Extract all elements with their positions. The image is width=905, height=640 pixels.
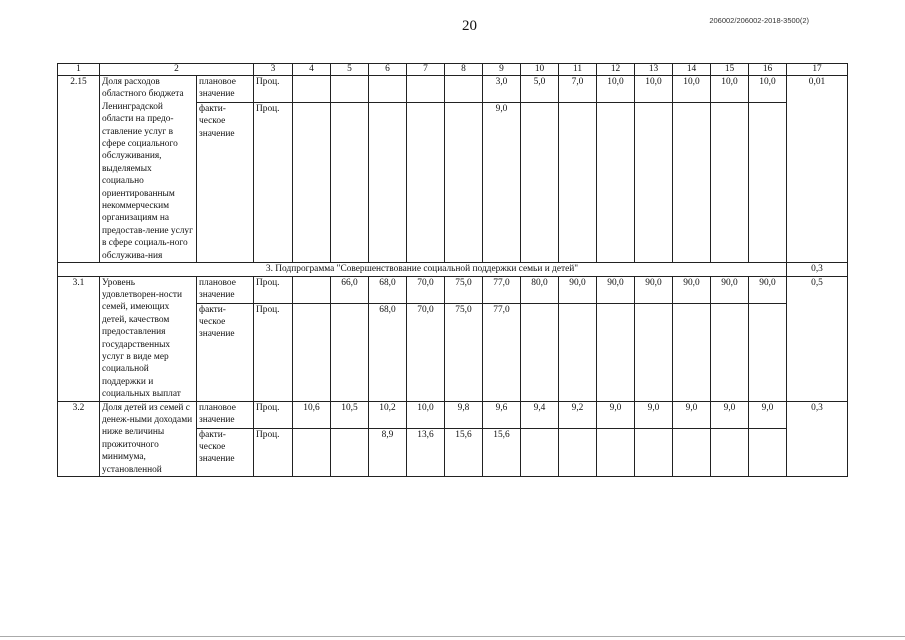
plan-value-cell: 9,0	[711, 401, 749, 428]
fact-value-cell	[331, 103, 369, 263]
plan-value-cell: 77,0	[483, 276, 521, 303]
plan-value-cell: 66,0	[331, 276, 369, 303]
plan-value-cell: 80,0	[521, 276, 559, 303]
plan-value-cell: 75,0	[445, 276, 483, 303]
fact-label: факти-ческое значение	[197, 103, 254, 263]
fact-value-cell	[331, 303, 369, 401]
fact-label: факти-ческое значение	[197, 428, 254, 476]
plan-value-cell	[369, 76, 407, 103]
fact-value-cell	[293, 428, 331, 476]
fact-value-cell	[331, 428, 369, 476]
fact-value-cell	[673, 428, 711, 476]
fact-value-cell	[445, 103, 483, 263]
plan-label: плановое значение	[197, 76, 254, 103]
unit-cell: Проц.	[254, 428, 293, 476]
unit-cell: Проц.	[254, 303, 293, 401]
table-body	[58, 64, 848, 477]
fact-label: факти-ческое значение	[197, 303, 254, 401]
plan-value-cell: 9,0	[749, 401, 787, 428]
fact-value-cell: 8,9	[369, 428, 407, 476]
fact-value-cell	[597, 103, 635, 263]
column-number-cell: 10	[521, 64, 559, 76]
indicator-id: 3.2	[58, 401, 100, 476]
plan-value-cell: 10,0	[597, 76, 635, 103]
plan-value-cell: 10,0	[635, 76, 673, 103]
document-code: 206002/206002-2018-3500(2)	[709, 16, 809, 25]
fact-value-cell	[673, 303, 711, 401]
plan-value-cell: 90,0	[673, 276, 711, 303]
column-number-cell: 5	[331, 64, 369, 76]
column-number-cell: 9	[483, 64, 521, 76]
column-number-cell: 6	[369, 64, 407, 76]
section-title: 3. Подпрограмма "Совершенствование социальной поддержки семьи и детей"	[58, 263, 787, 276]
plan-value-cell: 10,0	[749, 76, 787, 103]
fact-value-cell	[749, 103, 787, 263]
fact-value-cell	[711, 103, 749, 263]
indicator-id: 3.1	[58, 276, 100, 401]
fact-value-cell	[749, 428, 787, 476]
column-number-row	[58, 64, 848, 76]
fact-value-cell	[597, 303, 635, 401]
section-row	[58, 263, 848, 276]
plan-value-cell: 9,4	[521, 401, 559, 428]
plan-value-cell: 9,0	[635, 401, 673, 428]
plan-label: плановое значение	[197, 276, 254, 303]
fact-value-cell: 13,6	[407, 428, 445, 476]
plan-value-cell: 70,0	[407, 276, 445, 303]
plan-value-cell: 9,0	[673, 401, 711, 428]
plan-value-cell: 9,0	[597, 401, 635, 428]
plan-value-cell: 68,0	[369, 276, 407, 303]
indicator-name: Уровень удовлетворен-ности семей, имеющих детей, качеством предоставления государственных услуг в виде мер социальной поддержки и социальных выплат	[100, 276, 197, 401]
weight-cell: 0,01	[787, 76, 848, 263]
indicator-id: 2.15	[58, 76, 100, 263]
section-weight: 0,3	[787, 263, 848, 276]
plan-value-cell: 3,0	[483, 76, 521, 103]
unit-cell: Проц.	[254, 401, 293, 428]
indicators-table	[57, 63, 848, 477]
column-number-cell: 17	[787, 64, 848, 76]
column-number-cell: 3	[254, 64, 293, 76]
plan-value-cell	[445, 76, 483, 103]
column-number-cell: 8	[445, 64, 483, 76]
plan-value-cell	[407, 76, 445, 103]
plan-value-cell: 9,8	[445, 401, 483, 428]
plan-label: плановое значение	[197, 401, 254, 428]
fact-value-cell	[635, 103, 673, 263]
fact-value-cell	[521, 428, 559, 476]
indicator-plan-row	[58, 76, 848, 103]
plan-value-cell: 90,0	[559, 276, 597, 303]
indicator-name: Доля детей из семей с денеж-ными доходами ниже величины прожиточного минимума, установленной	[100, 401, 197, 476]
page-edge-line	[0, 636, 905, 637]
plan-value-cell: 10,0	[711, 76, 749, 103]
plan-value-cell: 10,0	[407, 401, 445, 428]
plan-value-cell	[331, 76, 369, 103]
fact-value-cell: 15,6	[483, 428, 521, 476]
fact-value-cell	[635, 428, 673, 476]
fact-value-cell	[293, 303, 331, 401]
column-number-cell: 13	[635, 64, 673, 76]
fact-value-cell	[673, 103, 711, 263]
column-number-cell: 4	[293, 64, 331, 76]
column-number-cell: 12	[597, 64, 635, 76]
unit-cell: Проц.	[254, 76, 293, 103]
column-number-cell: 7	[407, 64, 445, 76]
plan-value-cell: 9,6	[483, 401, 521, 428]
column-number-cell: 1	[58, 64, 100, 76]
fact-value-cell: 9,0	[483, 103, 521, 263]
plan-value-cell: 10,6	[293, 401, 331, 428]
weight-cell: 0,3	[787, 401, 848, 476]
fact-value-cell	[559, 303, 597, 401]
indicator-plan-row	[58, 276, 848, 303]
fact-value-cell: 77,0	[483, 303, 521, 401]
fact-value-cell	[559, 428, 597, 476]
fact-value-cell	[407, 103, 445, 263]
fact-value-cell: 75,0	[445, 303, 483, 401]
column-number-cell: 2	[100, 64, 254, 76]
plan-value-cell: 5,0	[521, 76, 559, 103]
plan-value-cell	[293, 276, 331, 303]
fact-value-cell	[369, 103, 407, 263]
weight-cell: 0,5	[787, 276, 848, 401]
column-number-cell: 14	[673, 64, 711, 76]
fact-value-cell	[711, 428, 749, 476]
fact-value-cell	[711, 303, 749, 401]
unit-cell: Проц.	[254, 276, 293, 303]
column-number-cell: 16	[749, 64, 787, 76]
column-number-cell: 15	[711, 64, 749, 76]
fact-value-cell: 70,0	[407, 303, 445, 401]
unit-cell: Проц.	[254, 103, 293, 263]
fact-value-cell	[559, 103, 597, 263]
plan-value-cell: 10,2	[369, 401, 407, 428]
indicator-name: Доля расходов областного бюджета Ленинградской области на предо-ставление услуг в сфере социального обслуживания, выделяемых социально ориентированным некоммерческим организациям на предостав-ление услуг в сфере социаль-ного обслужива-ния	[100, 76, 197, 263]
plan-value-cell: 90,0	[635, 276, 673, 303]
plan-value-cell	[293, 76, 331, 103]
plan-value-cell: 10,0	[673, 76, 711, 103]
fact-value-cell	[749, 303, 787, 401]
indicator-plan-row	[58, 401, 848, 428]
fact-value-cell: 15,6	[445, 428, 483, 476]
page-number: 20	[462, 18, 477, 34]
plan-value-cell: 10,5	[331, 401, 369, 428]
plan-value-cell: 9,2	[559, 401, 597, 428]
fact-value-cell: 68,0	[369, 303, 407, 401]
column-number-cell: 11	[559, 64, 597, 76]
fact-value-cell	[293, 103, 331, 263]
plan-value-cell: 90,0	[749, 276, 787, 303]
fact-value-cell	[635, 303, 673, 401]
fact-value-cell	[597, 428, 635, 476]
plan-value-cell: 90,0	[597, 276, 635, 303]
plan-value-cell: 7,0	[559, 76, 597, 103]
fact-value-cell	[521, 103, 559, 263]
plan-value-cell: 90,0	[711, 276, 749, 303]
fact-value-cell	[521, 303, 559, 401]
